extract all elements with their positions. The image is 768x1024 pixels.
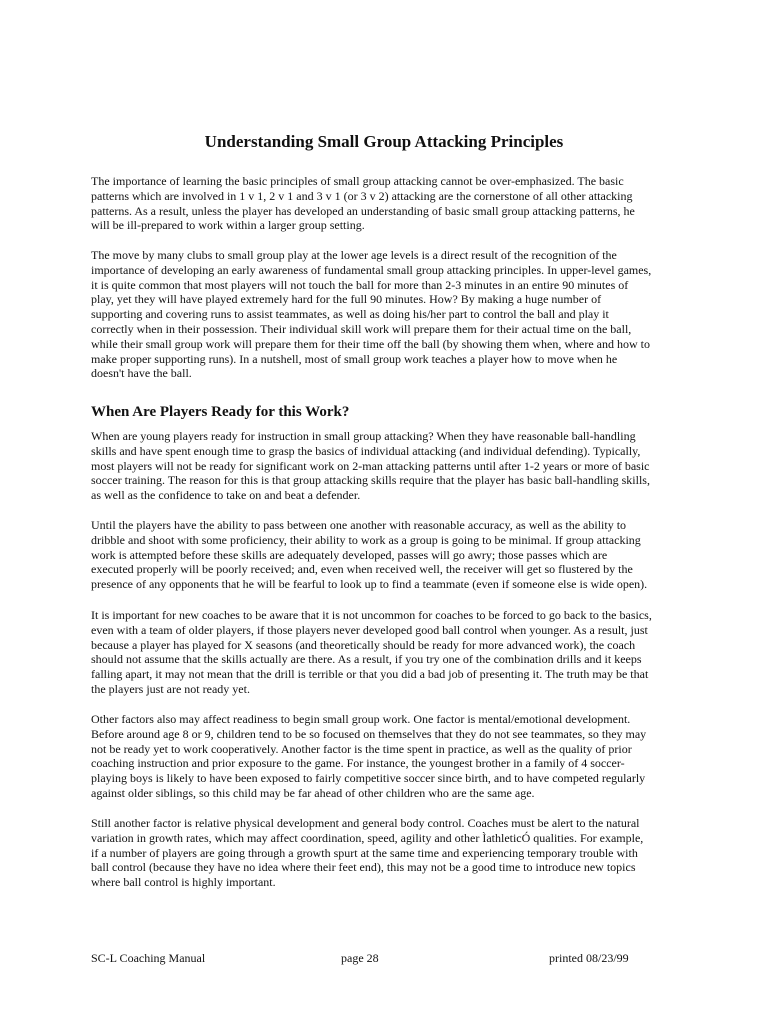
text-line: because a player has played for X seasons (and theoretically should be ready for more advanced work), the coach [91, 637, 636, 652]
footer-print-date: printed 08/23/99 [549, 951, 629, 965]
text-line: playing boys is likely to have been exposed to fairly competitive soccer since birth, and to have competed regularly [91, 771, 646, 786]
text-line: executed properly will be poorly received; and, even when received well, the receiver will get so flustered by the [91, 562, 633, 577]
text-line: Other factors also may affect readiness to begin small group work. One factor is mental/emotional development. [91, 712, 631, 726]
text-line: work is attempted before these skills are adequately developed, passes will go awry; those passes which are [91, 547, 608, 562]
footer-page-number: page 28 [341, 951, 379, 965]
document-title: Understanding Small Group Attacking Principles [204, 132, 564, 151]
paragraph-5 [91, 608, 673, 697]
text-line: correctly when in their possession. Their individual skill work will prepare them for their actual time on the ball, [91, 321, 632, 336]
text-line: coaching instruction and prior exposure to the game. For instance, the youngest brother in a family of 4 soccer- [91, 756, 625, 771]
text-line: should not assume that the skills actually are there. As a result, if you try one of the combination drills and it keeps [91, 652, 642, 667]
document-page [91, 0, 671, 1024]
text-line: soccer training. The reason for this is that group attacking skills require that the player has basic ball-handling skills, [91, 473, 650, 488]
text-line: Until the players have the ability to pass between one another with reasonable accuracy, as well as the ability to [91, 518, 627, 532]
paragraph-1 [91, 174, 673, 233]
footer-manual-title: SC-L Coaching Manual [91, 951, 206, 965]
text-line: When are young players ready for instruction in small group attacking? When they have reasonable ball-handling [91, 429, 636, 443]
text-line: presence of any opponents that he will be fearful to look up to find a teammate (even if someone else is wide open). [91, 577, 648, 592]
text-line: dribble and shoot with some proficiency, their ability to work as a group is going to be minimal. If group attacking [91, 532, 641, 547]
text-line: as well as the confidence to take on and beat a defender. [91, 488, 361, 503]
text-line: It is important for new coaches to be aware that it is not uncommon for coaches to be forced to go back to the basics, [91, 608, 652, 622]
text-line: falling apart, it may not mean that the drill is terrible or that you did a bad job of presenting it. The truth may be that [91, 667, 649, 682]
text-line: supporting and covering runs to assist teammates, as well as doing his/her part to control the ball and play it [91, 307, 609, 322]
text-line: where ball control is highly important. [91, 875, 276, 890]
text-line: will be ill-prepared to work within a larger group setting. [91, 218, 365, 233]
text-line: The move by many clubs to small group play at the lower age levels is a direct result of the recognition of the [91, 248, 617, 262]
text-line: not be ready yet to work cooperatively. Another factor is the time spent in practice, as well as the quality of prior [91, 741, 632, 756]
text-line: while their small group work will prepare them for their time off the ball (by showing them when, where and how to [91, 336, 650, 351]
text-line: The importance of learning the basic principles of small group attacking cannot be over-emphasized. The basic [91, 174, 624, 188]
text-line: make proper supporting runs). In a nutshell, most of small group work teaches a player how to move when he [91, 351, 618, 366]
text-line: skills and have spent enough time to grasp the basics of individual attacking (and individual defending). Typically, [91, 443, 641, 458]
text-line: patterns. As a result, unless the player has developed an understanding of basic small group attacking patterns, he [91, 203, 635, 218]
section-heading: When Are Players Ready for this Work? [91, 404, 350, 420]
text-line: it is quite common that most players will not touch the ball for more than 2-3 minutes in an entire 90 minutes of [91, 277, 629, 292]
paragraph-3 [91, 429, 673, 503]
text-line: Still another factor is relative physical development and general body control. Coaches must be alert to the natural [91, 816, 640, 830]
paragraph-7 [91, 816, 673, 890]
text-line: the players just are not ready yet. [91, 681, 250, 696]
text-line: Before around age 8 or 9, children tend to be so focused on themselves that they do not see teammates, so they may [91, 726, 647, 741]
text-line: patterns which are involved in 1 v 1, 2 v 1 and 3 v 1 (or 3 v 2) attacking are the cornerstone of all other attacking [91, 188, 633, 203]
text-line: ball control (because they have no idea where their feet end), this may not be a good time to introduce new topics [91, 860, 636, 875]
paragraph-2 [91, 248, 673, 381]
paragraph-6 [91, 712, 673, 801]
text-line: most players will not be ready for significant work on 2-man attacking patterns until after 1-2 years or more of basic [91, 458, 650, 473]
text-line: importance of developing an early awareness of fundamental small group attacking principles. In upper-level games, [91, 262, 652, 277]
text-line: doesn't have the ball. [91, 366, 192, 381]
text-line: play, yet they will have played extremely hard for the full 90 minutes. How? By making a huge number of [91, 292, 602, 307]
text-line: even with a team of older players, if those players never developed good ball control when younger. As a result, just [91, 622, 648, 637]
text-line: if a number of players are going through a growth spurt at the same time and experiencing temporary trouble with [91, 845, 638, 860]
paragraph-4 [91, 518, 673, 592]
text-line: variation in growth rates, which may affect coordination, speed, agility and other ÌathleticÓ qualities. For example, [91, 830, 644, 845]
text-line: against older siblings, so this child may be far ahead of other children who are the same age. [91, 785, 535, 800]
